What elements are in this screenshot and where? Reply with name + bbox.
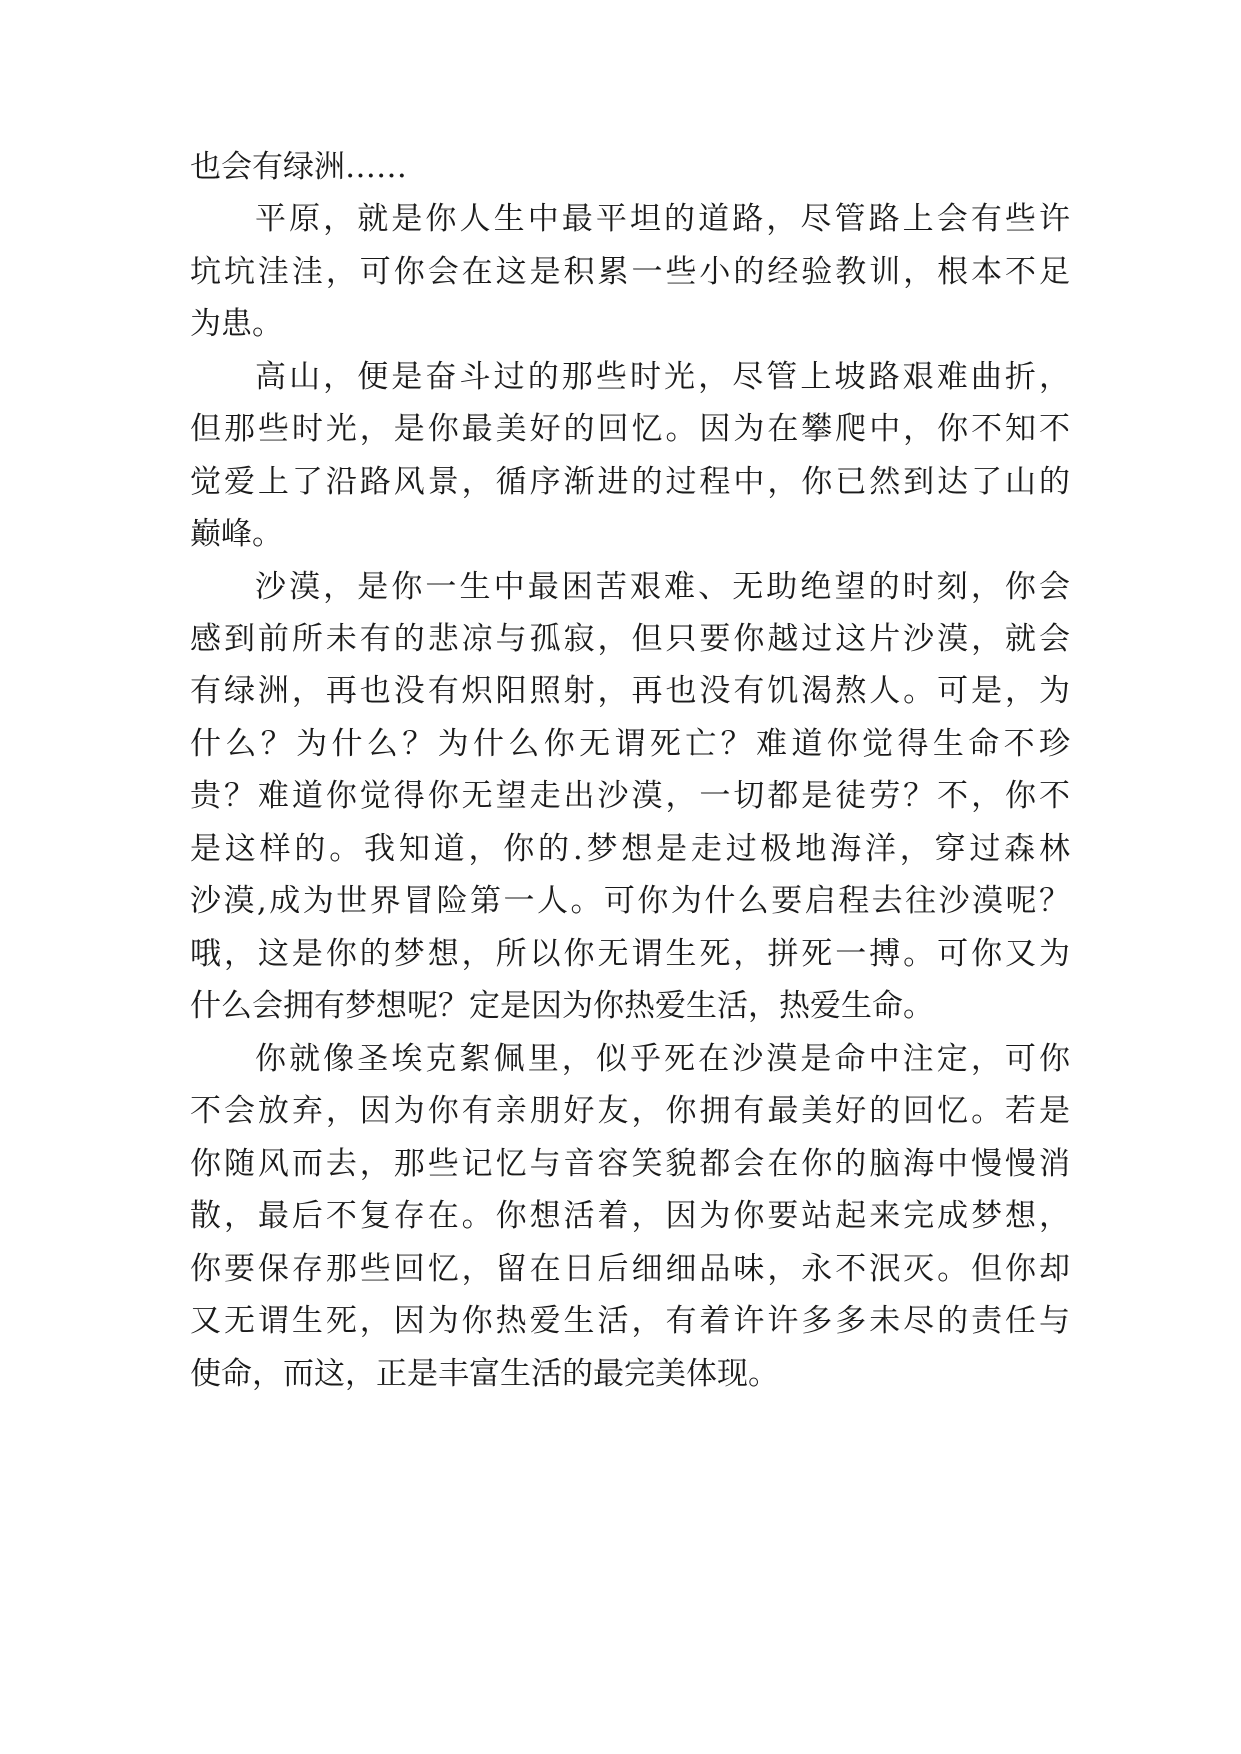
text-line: 巅峰。 <box>190 516 283 552</box>
text-line: 感到前所未有的悲凉与孤寂，但只要你越过这片沙漠，就会 <box>190 621 1070 657</box>
text-line: 也会有绿洲…… <box>190 149 407 185</box>
text-line: 使命，而这，正是丰富生活的最完美体现。 <box>190 1356 779 1392</box>
text-line: 高山，便是奋斗过的那些时光，尽管上坡路艰难曲折， <box>255 359 1070 395</box>
text-line: 贵？难道你觉得你无望走出沙漠，一切都是徒劳？不，你不 <box>190 778 1070 814</box>
text-line: 什么会拥有梦想呢？定是因为你热爱生活，热爱生命。 <box>190 988 934 1024</box>
text-line: 散，最后不复存在。你想活着，因为你要站起来完成梦想， <box>190 1198 1070 1234</box>
text-line: 什么？为什么？为什么你无谓死亡？难道你觉得生命不珍 <box>190 726 1070 762</box>
text-line: 沙漠,成为世界冒险第一人。可你为什么要启程去往沙漠呢？ <box>190 883 1070 919</box>
text-line: 哦，这是你的梦想，所以你无谓生死，拼死一搏。可你又为 <box>190 936 1070 972</box>
text-line: 为患。 <box>190 306 283 342</box>
text-line: 你要保存那些回忆，留在日后细细品味，永不泯灭。但你却 <box>190 1251 1070 1287</box>
text-line: 你随风而去，那些记忆与音容笑貌都会在你的脑海中慢慢消 <box>190 1146 1070 1182</box>
text-line: 沙漠，是你一生中最困苦艰难、无助绝望的时刻，你会 <box>255 569 1070 605</box>
text-line: 但那些时光，是你最美好的回忆。因为在攀爬中，你不知不 <box>190 411 1070 447</box>
text-line: 又无谓生死，因为你热爱生活，有着许许多多未尽的责任与 <box>190 1303 1070 1339</box>
text-line: 不会放弃，因为你有亲朋好友，你拥有最美好的回忆。若是 <box>190 1093 1070 1129</box>
text-line: 坑坑洼洼，可你会在这是积累一些小的经验教训，根本不足 <box>190 254 1070 290</box>
text-line: 是这样的。我知道，你的.梦想是走过极地海洋，穿过森林 <box>190 831 1070 867</box>
text-line: 有绿洲，再也没有炽阳照射，再也没有饥渴熬人。可是，为 <box>190 673 1070 709</box>
text-line: 你就像圣埃克絮佩里，似乎死在沙漠是命中注定，可你 <box>255 1041 1070 1077</box>
text-line: 觉爱上了沿路风景，循序渐进的过程中，你已然到达了山的 <box>190 464 1070 500</box>
text-line: 平原，就是你人生中最平坦的道路，尽管路上会有些许 <box>255 201 1070 237</box>
